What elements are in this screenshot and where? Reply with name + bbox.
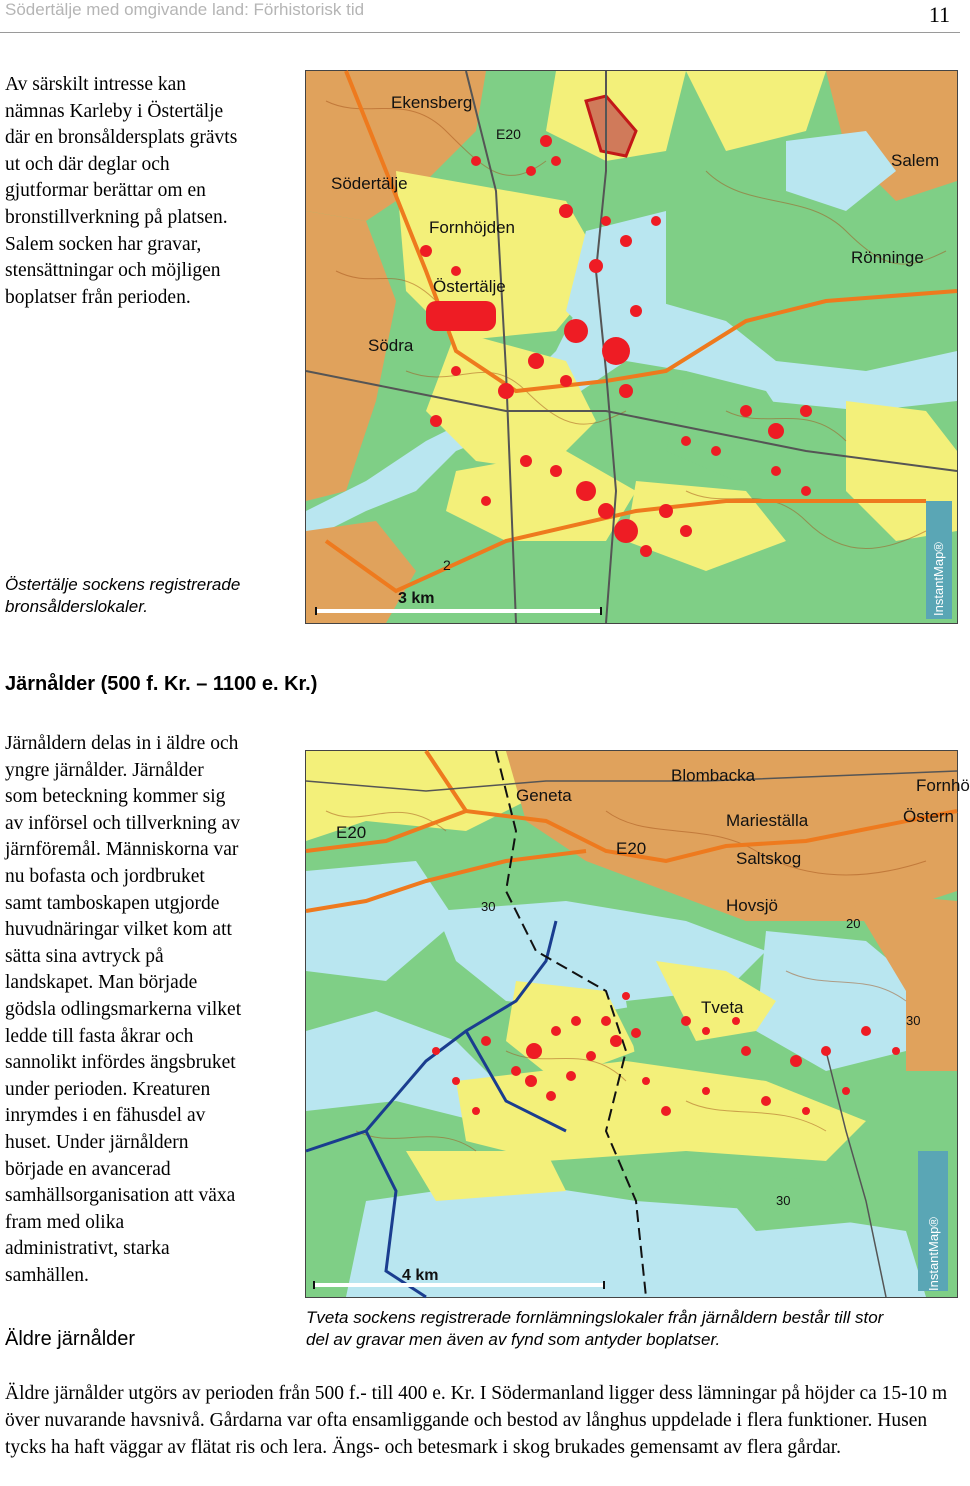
text-line: järnföremål. Människorna var — [5, 839, 239, 861]
map2-caption — [306, 1307, 883, 1351]
text-line: yngre järnålder. Järnålder — [5, 759, 204, 781]
text-line: inrymdes i en fähusdel av — [5, 1105, 206, 1127]
map-label: E20 — [616, 839, 647, 858]
map1-caption — [5, 574, 240, 618]
caption-line: bronsålderslokaler. — [5, 597, 148, 616]
text-line: samhällsorganisation att växa — [5, 1185, 236, 1207]
map-label: E20 — [336, 823, 367, 842]
text-line: Av särskilt intresse kan — [5, 74, 187, 95]
map-brand: InstantMap® — [931, 542, 946, 616]
map-label: Fornhöjden — [429, 218, 516, 237]
early-iron-age-paragraph: Äldre järnålder utgörs av perioden från 500 f.- till 400 e. Kr. I Södermanland ligger dess lämningar på höjder ca 15-10 m över nuvarande havsnivå. Gårdarna var ofta ensamliggande och bestod av långhus uppdelade i flera funktioner. Husen tycks ha haft väggar av flätat ris och lera. Ängs- och betesmark i skog brukades gemensamt av flera gårdar. — [5, 1383, 948, 1458]
running-header: Södertälje med omgivande land: Förhistorisk tid — [5, 0, 365, 19]
early-iron-age-heading: Äldre järnålder — [5, 1328, 136, 1350]
map-label: Södra — [368, 336, 414, 355]
map-brand: InstantMap® — [926, 1217, 941, 1291]
map-scale: 4 km — [402, 1267, 439, 1284]
text-line: samhällen. — [5, 1264, 89, 1286]
text-line: Salem socken har gravar, — [5, 233, 202, 255]
text-line: stensättningar och möjligen — [5, 260, 221, 282]
text-line: fram med olika — [5, 1211, 125, 1233]
bronze-age-paragraph — [5, 72, 237, 311]
text-line: nu bofasta och jordbruket — [5, 865, 205, 887]
text-line: sätta sina avtryck på — [5, 945, 164, 967]
text-line: Järnåldern delas in i äldre och — [5, 733, 239, 754]
text-line: av införsel och tillverkning av — [5, 812, 241, 834]
header-rule — [0, 32, 960, 33]
map-label: Fornhö — [916, 776, 970, 795]
iron-age-map — [305, 750, 970, 1298]
caption-line: Tveta sockens registrerade fornlämningslokaler från järnåldern består till stor — [306, 1308, 884, 1327]
text-line: gödsla odlingsmarkerna vilket — [5, 998, 242, 1020]
contour-label: 20 — [846, 916, 861, 931]
map-label: Salem — [891, 151, 940, 170]
text-line: bronstillverkning på platsen. — [5, 206, 228, 228]
text-line: boplatser från perioden. — [5, 286, 191, 308]
map-label: Marieställa — [726, 811, 809, 830]
map-scale: 3 km — [398, 590, 435, 607]
text-line: administrativt, starka — [5, 1238, 170, 1260]
text-line: ut och där deglar och — [5, 153, 170, 175]
map-label: Ekensberg — [391, 93, 473, 112]
text-line: började en avancerad — [5, 1158, 171, 1180]
text-line: där en bronsåldersplats grävts — [5, 127, 238, 149]
map-label: Blombacka — [671, 766, 756, 785]
text-line: sannolikt infördes ängsbruket — [5, 1052, 236, 1074]
map-label: Saltskog — [736, 849, 802, 868]
text-line: som beteckning kommer sig — [5, 786, 226, 808]
caption-line: Östertälje sockens registrerade — [5, 575, 241, 594]
map-label: Östern — [903, 807, 955, 826]
text-line: gjutformar berättar om en — [5, 180, 206, 202]
map-label: Hovsjö — [726, 896, 778, 915]
contour-label: 30 — [906, 1013, 921, 1028]
map-label: Tveta — [701, 998, 744, 1017]
contour-label: 2 — [443, 557, 451, 573]
map-label: Södertälje — [331, 174, 408, 193]
iron-age-heading: Järnålder (500 f. Kr. – 1100 e. Kr.) — [5, 673, 318, 695]
bronze-age-map — [305, 70, 958, 624]
contour-label: 30 — [481, 899, 496, 914]
map-label: Rönninge — [851, 248, 924, 267]
text-line: nämnas Karleby i Östertälje — [5, 100, 224, 122]
text-line: samt tamboskapen utgjorde — [5, 892, 220, 914]
map2-graphic — [306, 751, 957, 1297]
text-line: huvudnäringar vilket kom att — [5, 919, 232, 941]
text-line: under perioden. Kreaturen — [5, 1078, 211, 1100]
map-label: E20 — [496, 126, 521, 142]
map-label: Geneta — [516, 786, 572, 805]
text-line: ledde till fasta åkrar och — [5, 1025, 194, 1047]
caption-line: del av gravar men även av fynd som antyder boplatser. — [306, 1330, 721, 1349]
map-label: Östertälje — [433, 277, 506, 296]
iron-age-paragraph — [5, 731, 241, 1289]
text-line: huset. Under järnåldern — [5, 1131, 189, 1153]
text-line: landskapet. Man började — [5, 972, 198, 994]
page-number: 11 — [928, 2, 950, 27]
contour-label: 30 — [776, 1193, 791, 1208]
